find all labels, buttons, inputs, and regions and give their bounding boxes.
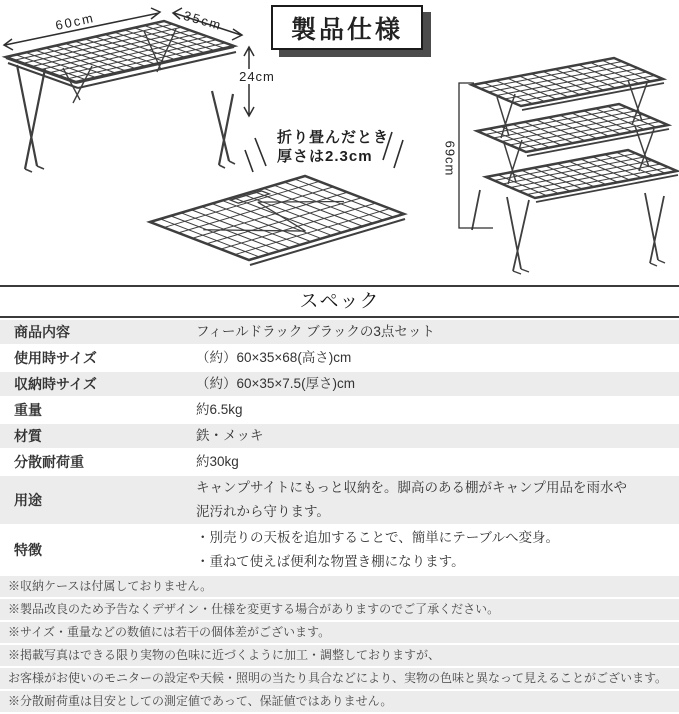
footnotes xyxy=(0,576,679,712)
spec-row-value xyxy=(196,372,679,396)
spec-value-line: 鉄・メッキ xyxy=(196,428,264,443)
single-rack-illustration xyxy=(6,21,236,172)
spec-row-value xyxy=(196,320,679,344)
spec-row-value xyxy=(196,450,679,474)
spec-value-line: ・重ねて使えば便利な物置き棚になります。 xyxy=(196,554,465,569)
spec-row xyxy=(0,398,679,422)
spec-row-value xyxy=(196,526,679,574)
note-line: ※サイズ・重量などの数値には若干の個体差がございます。 xyxy=(0,622,679,643)
spec-row xyxy=(0,320,679,344)
note-line: お客様がお使いのモニターの設定や天候・照明の当たり具合などにより、実物の色味と異なって見えることがございます。 xyxy=(0,668,679,689)
height-dimension-label: 24cm xyxy=(236,69,278,84)
spec-row-label: 分散耐荷重 xyxy=(14,454,84,470)
spec-value-line: フィールドラック ブラックの3点セット xyxy=(196,324,435,339)
spec-value-line: キャンプサイトにもっと収納を。脚高のある棚がキャンプ用品を雨水や xyxy=(196,480,628,495)
spec-table-rows xyxy=(0,320,679,574)
folded-note-line1: 折り畳んだとき xyxy=(277,129,390,146)
spec-row-label: 用途 xyxy=(14,492,42,508)
spec-row xyxy=(0,346,679,370)
spec-row-value xyxy=(196,398,679,422)
spec-row xyxy=(0,526,679,574)
folded-thickness-note xyxy=(277,128,389,166)
spec-row xyxy=(0,450,679,474)
note-line: ※掲載写真はできる限り実物の色味に近づくように加工・調整しておりますが、 xyxy=(0,645,679,666)
spec-row-value xyxy=(196,476,679,524)
spec-row-label: 材質 xyxy=(14,428,42,444)
spec-table xyxy=(0,285,679,574)
spec-value-line: （約）60×35×68(高さ)cm xyxy=(196,350,352,365)
illustration-area xyxy=(0,0,679,285)
spec-row-label: 収納時サイズ xyxy=(14,376,97,392)
spec-value-line: （約）60×35×7.5(厚さ)cm xyxy=(196,376,356,391)
spec-row-label: 重量 xyxy=(14,402,42,418)
spec-row-label: 特徴 xyxy=(14,542,42,558)
note-line: ※分散耐荷重は目安としての測定値であって、保証値ではありません。 xyxy=(0,691,679,712)
product-spec-badge: 製品仕様 xyxy=(271,5,423,50)
stacked-racks-illustration xyxy=(472,58,678,274)
note-line: ※収納ケースは付属しておりません。 xyxy=(0,576,679,597)
spec-row xyxy=(0,424,679,448)
spec-title-rule xyxy=(0,316,679,318)
depth-dimension-label: 35cm xyxy=(181,7,225,34)
spec-value-line: ・別売りの天板を追加することで、簡単にテーブルへ変身。 xyxy=(196,530,560,545)
spec-row xyxy=(0,476,679,524)
folded-rack-illustration xyxy=(150,176,405,265)
width-dimension-label: 60cm xyxy=(53,10,97,33)
spec-row-value xyxy=(196,424,679,448)
spec-row xyxy=(0,372,679,396)
stack-height-dimension-label: 69cm xyxy=(442,140,458,177)
spec-row-label: 使用時サイズ xyxy=(14,350,97,366)
spec-table-title: スペック xyxy=(299,291,380,312)
spec-row-label: 商品内容 xyxy=(14,324,70,340)
spec-value-line: 約6.5kg xyxy=(196,402,243,417)
spec-value-line: 約30kg xyxy=(196,454,239,469)
note-line: ※製品改良のため予告なくデザイン・仕様を変更する場合がありますのでご了承ください。 xyxy=(0,599,679,620)
spec-row-value xyxy=(196,346,679,370)
folded-note-line2: 厚さは2.3cm xyxy=(277,148,373,165)
spec-value-line: 泥汚れから守ります。 xyxy=(196,504,330,519)
